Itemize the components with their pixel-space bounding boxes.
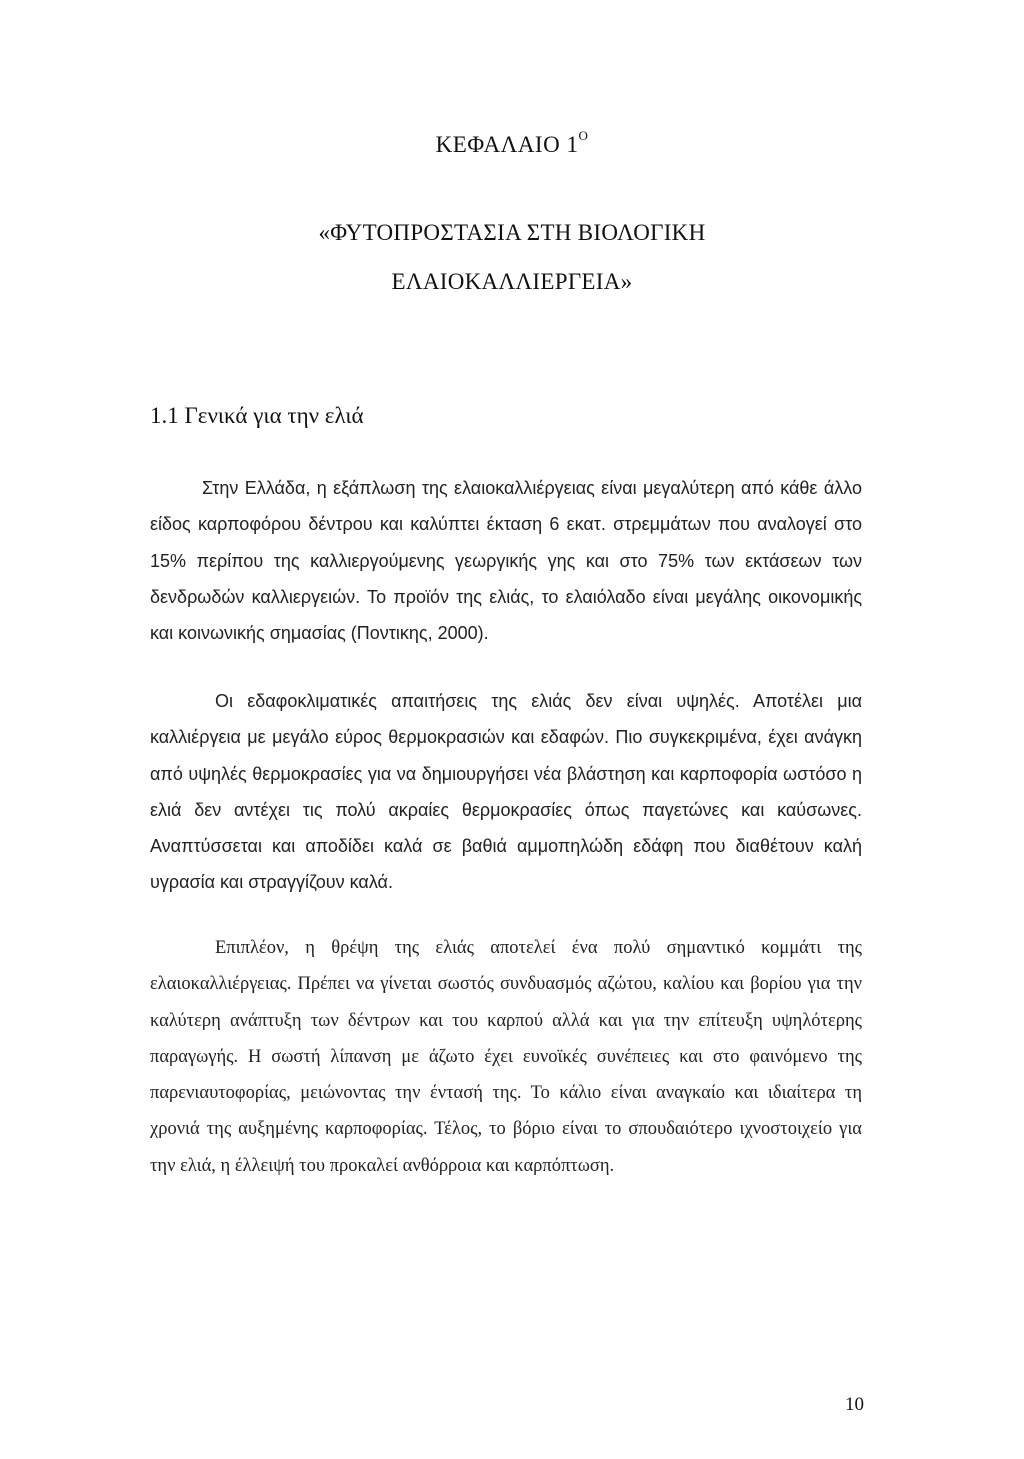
paragraph-3: Επιπλέον, η θρέψη της ελιάς αποτελεί ένα πολύ σημαντικό κομμάτι της ελαιοκαλλιέργειας. Πρέπει να γίνεται σωστός συνδυασμός αζώτου, καλίου και βορίου για την καλύτερη ανάπτυξη των δέντρων και του καρπού αλλά και για την επίτευξη υψηλότερης παραγωγής. Η σωστή λίπανση με άζωτο έχει ευνοϊκές συνέπειες και στο φαινόμενο της παρενιαυτοφορίας, μειώνοντας την έντασή της. Το κάλιο είναι αναγκαίο και ιδιαίτερα τη χρονιά της αυξημένης καρποφορίας. Τέλος, το βόριο είναι το σπουδαιότερο ιχνοστοιχείο για την ελιά, η έλλειψή του προκαλεί ανθόρροια και καρπόπτωση. — [150, 938, 862, 1176]
paragraph-2: Οι εδαφοκλιματικές απαιτήσεις της ελιάς δεν είναι υψηλές. Αποτέλει μια καλλιέργεια με μεγάλο εύρος θερμοκρασιών και εδαφών. Πιο συγκεκριμένα, έχει ανάγκη από υψηλές θερμοκρασίες για να δημιουργήσει νέα βλάστηση και καρποφορία ωστόσο η ελιά δεν αντέχει τις πολύ ακραίες θερμοκρασίες όπως παγετώνες και καύσωνες. Αναπτύσσεται και αποδίδει καλά σε βαθιά αμμοπηλώδη εδάφη που διαθέτουν καλή υγρασία και στραγγίζουν καλά. — [150, 691, 862, 893]
chapter-title — [0, 128, 1024, 158]
main-title-line-2: ΕΛΑΙΟΚΑΛΛΙΕΡΓΕΙΑ» — [391, 269, 633, 294]
chapter-title-superscript: Ο — [578, 128, 589, 143]
main-title-line-1: «ΦΥΤΟΠΡΟΣΤΑΣΙΑ ΣΤΗ ΒΙΟΛΟΓΙΚΗ — [318, 220, 706, 245]
paragraph-1: Στην Ελλάδα, η εξάπλωση της ελαιοκαλλιέργειας είναι μεγαλύτερη από κάθε άλλο είδος καρποφόρου δέντρου και καλύπτει έκταση 6 εκατ. στρεμμάτων που αναλογεί στο 15% περίπου της καλλιεργούμενης γεωργικής γης και στο 75% των εκτάσεων των δενδρωδών καλλιεργειών. Το προϊόν της ελιάς, το ελαιόλαδο είναι μεγάλης οικονομικής και κοινωνικής σημασίας (Ποντικης, 2000). — [150, 478, 862, 644]
chapter-title-text: ΚΕΦΑΛΑΙΟ 1 — [435, 132, 579, 157]
page-number: 10 — [845, 1394, 864, 1415]
section-heading: 1.1 Γενικά για την ελιά — [150, 403, 364, 428]
